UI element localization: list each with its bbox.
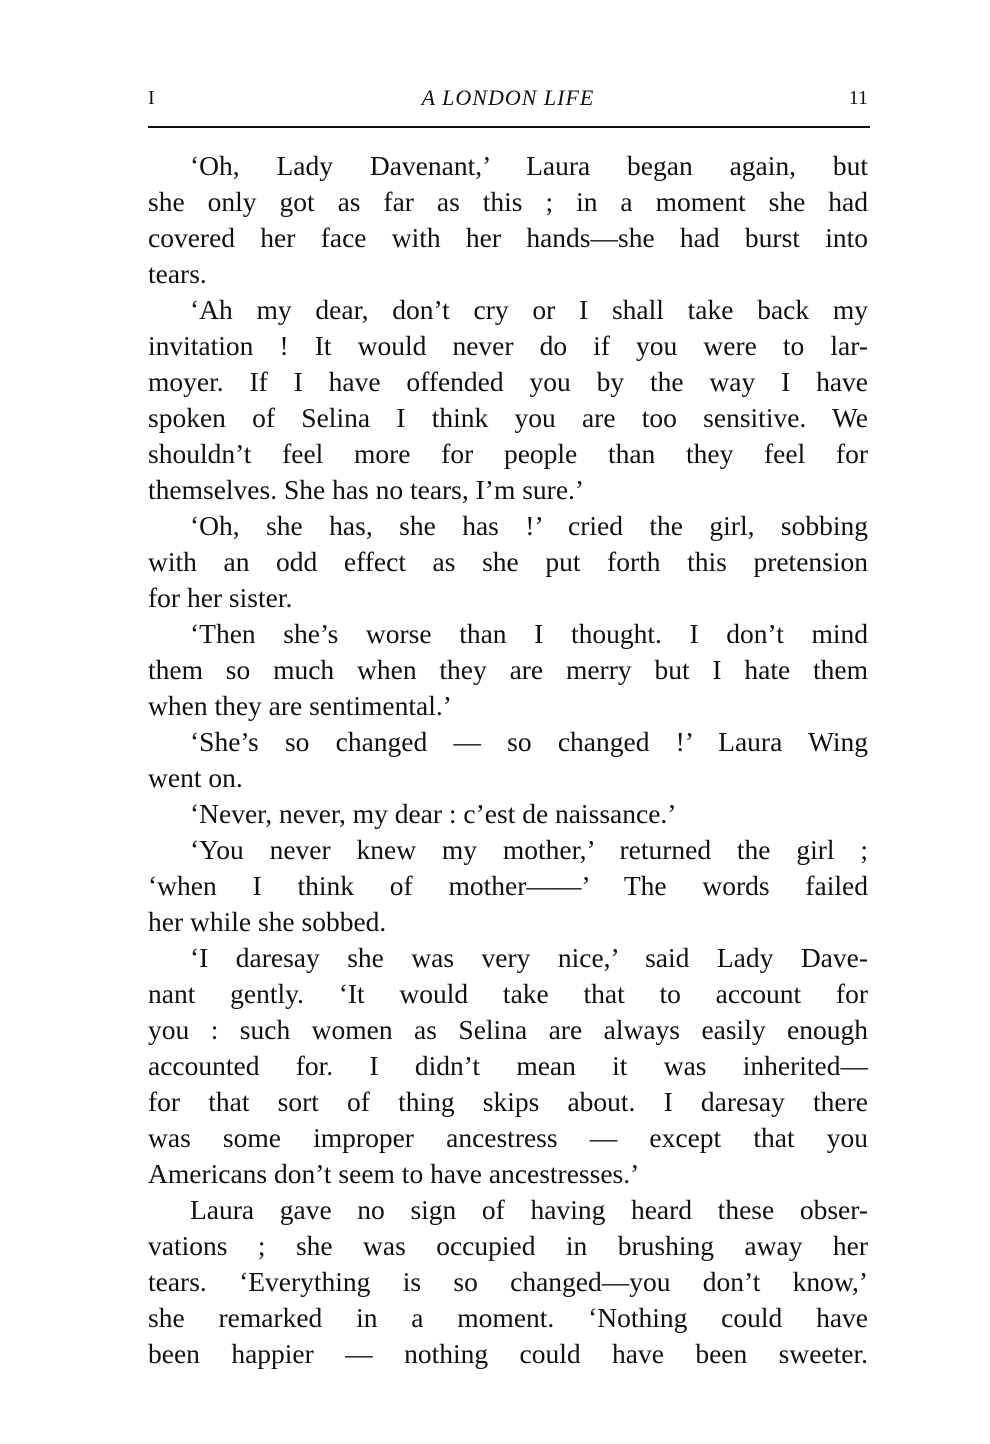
text-line: ‘when I think of mother——’ The words failed bbox=[148, 870, 868, 901]
text-line: her while she sobbed. bbox=[148, 906, 387, 937]
text-line: ‘Ah my dear, don’t cry or I shall take back my bbox=[190, 294, 868, 325]
text-line: you : such women as Selina are always easily enough bbox=[148, 1014, 868, 1045]
text-line: when they are sentimental.’ bbox=[148, 690, 452, 721]
text-line: nant gently. ‘It would take that to account for bbox=[148, 978, 868, 1009]
text-line: invitation ! It would never do if you were to lar- bbox=[148, 330, 868, 361]
text-line: covered her face with her hands—she had burst into bbox=[148, 222, 868, 253]
running-header bbox=[148, 80, 868, 116]
text-line: she only got as far as this ; in a moment she had bbox=[148, 186, 868, 217]
text-line: ‘Then she’s worse than I thought. I don’t mind bbox=[190, 618, 868, 649]
text-line: for that sort of thing skips about. I daresay there bbox=[148, 1086, 868, 1117]
text-line: Americans don’t seem to have ancestresses.’ bbox=[148, 1158, 640, 1189]
text-line: themselves. She has no tears, I’m sure.’ bbox=[148, 474, 585, 505]
text-line: ‘Oh, Lady Davenant,’ Laura began again, but bbox=[190, 150, 868, 181]
text-line: vations ; she was occupied in brushing away her bbox=[148, 1230, 868, 1261]
text-line: ‘She’s so changed — so changed !’ Laura Wing bbox=[190, 726, 868, 757]
text-line: accounted for. I didn’t mean it was inherited— bbox=[148, 1050, 868, 1081]
text-line: moyer. If I have offended you by the way I have bbox=[148, 366, 868, 397]
text-line: tears. ‘Everything is so changed—you don’t know,’ bbox=[148, 1266, 868, 1297]
text-line: went on. bbox=[148, 762, 243, 793]
text-line: ‘You never knew my mother,’ returned the girl ; bbox=[190, 834, 868, 865]
page-number: 11 bbox=[848, 87, 868, 109]
text-line: she remarked in a moment. ‘Nothing could have bbox=[148, 1302, 868, 1333]
text-line: Laura gave no sign of having heard these obser- bbox=[190, 1194, 868, 1225]
text-line: shouldn’t feel more for people than they feel for bbox=[148, 438, 868, 469]
text-line: spoken of Selina I think you are too sensitive. We bbox=[148, 402, 868, 433]
running-title: A LONDON LIFE bbox=[421, 85, 595, 110]
text-line: them so much when they are merry but I hate them bbox=[148, 654, 868, 685]
text-line: ‘I daresay she was very nice,’ said Lady Dave- bbox=[190, 942, 868, 973]
text-line: been happier — nothing could have been sweeter. bbox=[148, 1338, 868, 1369]
text-line: for her sister. bbox=[148, 582, 293, 613]
header-rule bbox=[148, 126, 870, 128]
text-line: tears. bbox=[148, 258, 207, 289]
text-line: ‘Never, never, my dear : c’est de naissance.’ bbox=[190, 798, 677, 829]
body-text bbox=[148, 148, 868, 1372]
volume-number: I bbox=[148, 87, 155, 109]
text-line: ‘Oh, she has, she has !’ cried the girl, sobbing bbox=[190, 510, 868, 541]
text-line: was some improper ancestress — except that you bbox=[148, 1122, 868, 1153]
text-line: with an odd effect as she put forth this pretension bbox=[148, 546, 868, 577]
